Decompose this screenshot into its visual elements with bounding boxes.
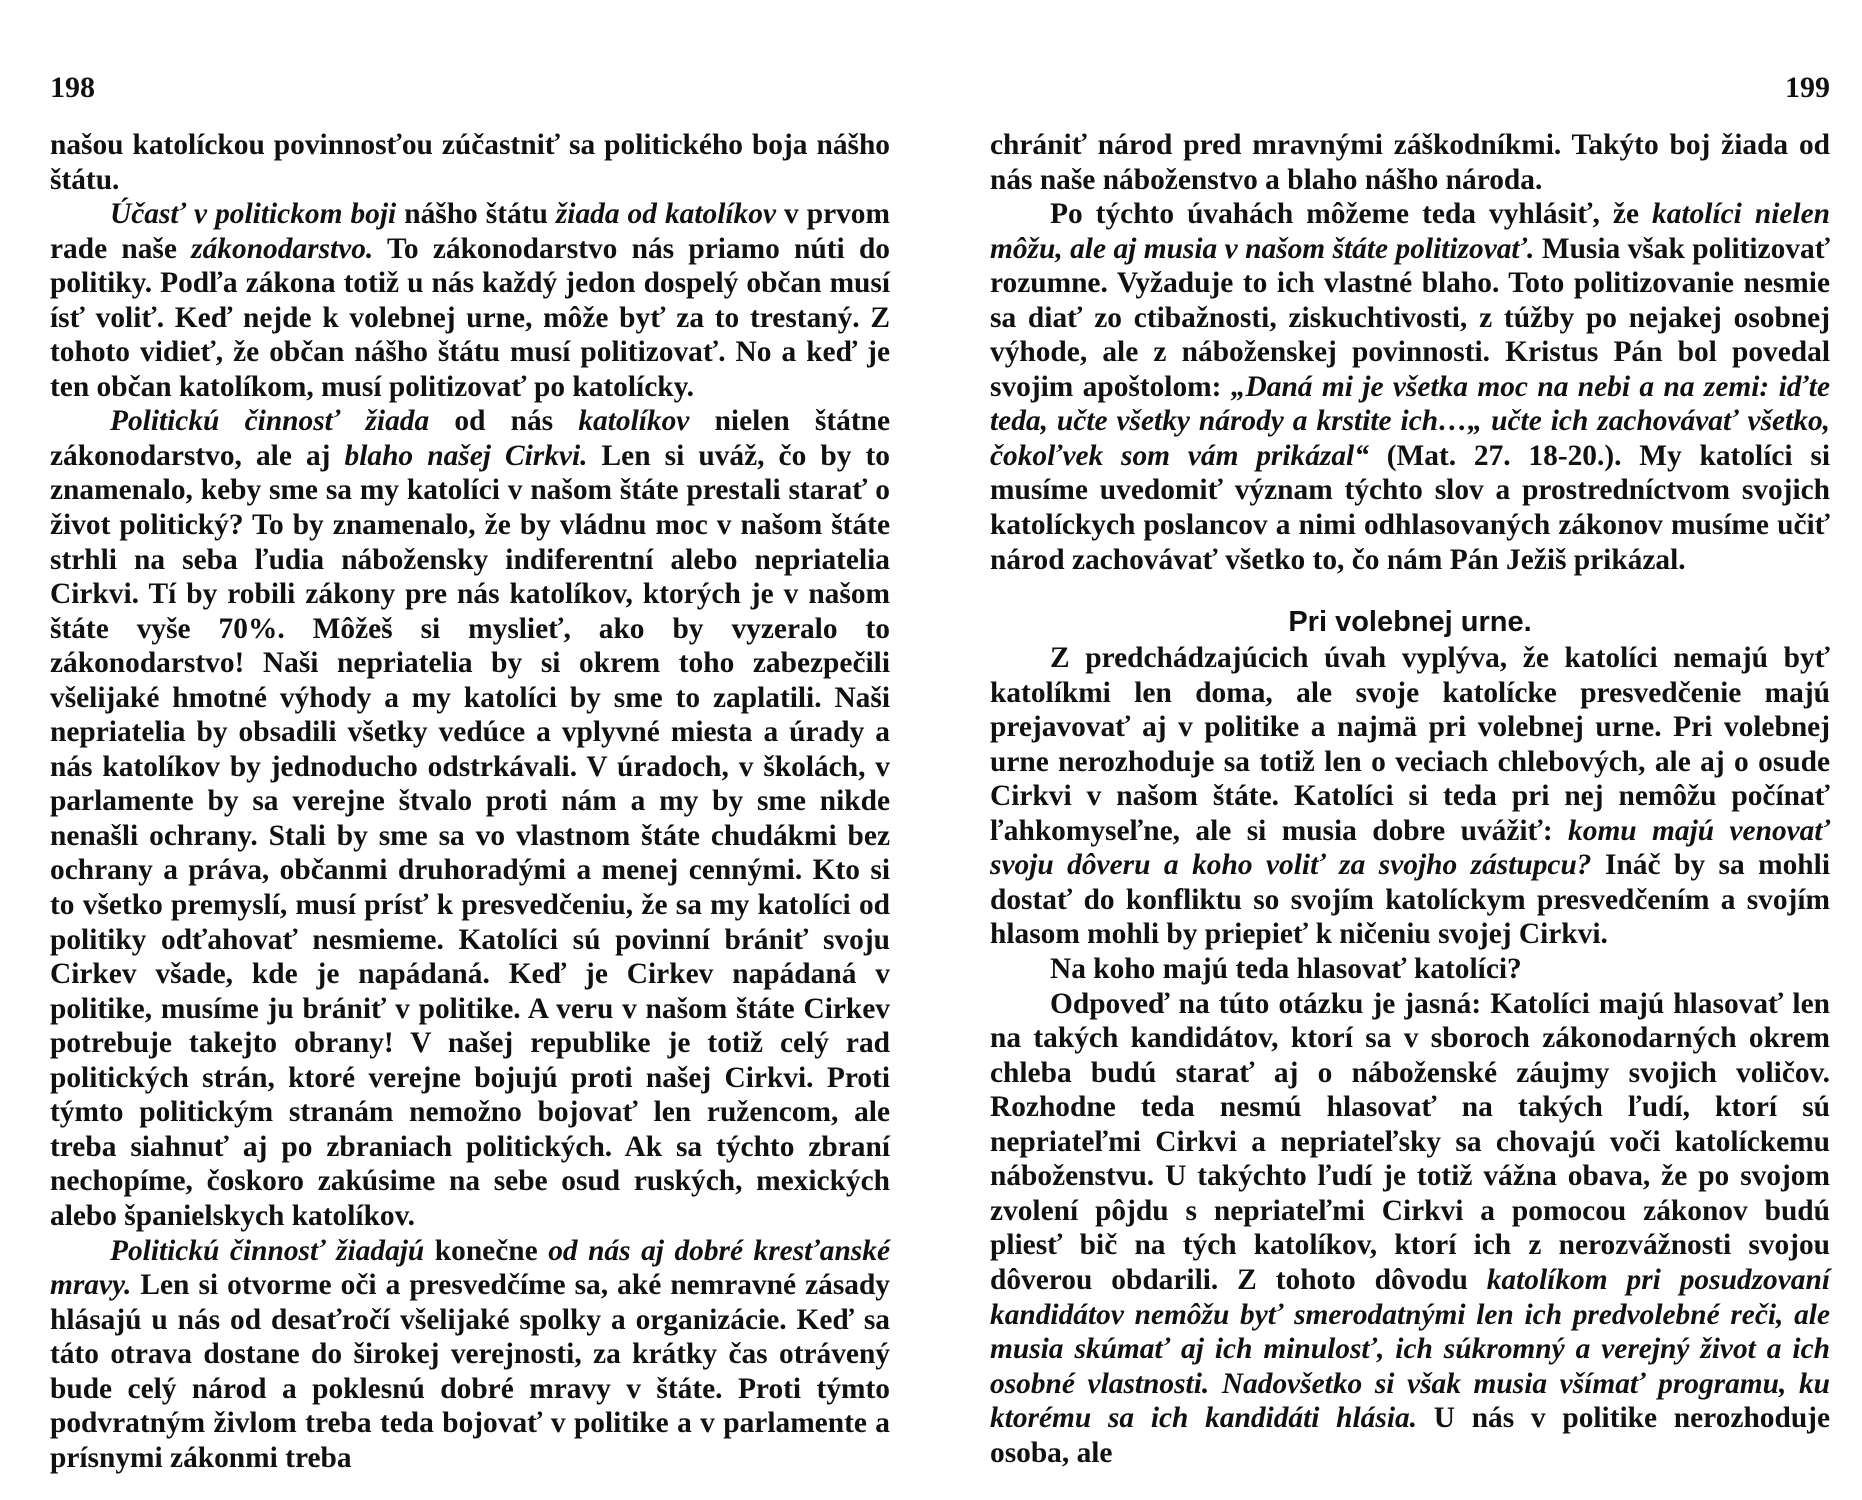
text-run: nielen štátne zákonodarstvo, ale aj [50,405,890,472]
paragraph [990,952,1830,987]
paragraph [990,987,1830,1471]
right-page [990,70,1830,1470]
text-run: konečne [424,1234,549,1267]
text-run: Musia však politizovať rozumne. Vyžaduje to ich vlastné blaho. Toto politizovanie nesmie sa diať zo ctibažnosti, ziskuchtivosti, z túžby po nejakej osobnej výhode, ale z náboženskej povinnosti. Kristus Pán bol povedal svojim apoštolom: [990,232,1831,403]
italic-text: Politickú činnosť žiadajú [110,1234,425,1267]
left-page [50,70,890,1475]
italic-text: katolíkov [578,405,690,438]
paragraph [990,641,1830,952]
section-heading: Pri volebnej urne. [1288,606,1532,639]
paragraph [50,1234,890,1476]
page-number-left: 198 [50,71,95,104]
text-run: Po týchto úvahách môžeme teda vyhlásiť, že [1050,198,1653,231]
right-page-text-after [990,641,1830,1470]
text-run: našou katolíckou povinnosťou zúčastniť sa politického boja nášho štátu. [50,129,890,196]
italic-text: od nás aj dobré kresťanské mravy. [50,1234,890,1302]
text-run: v prvom rade naše [50,198,890,265]
italic-text: žiada od katolíkov [555,198,776,231]
paragraph [50,404,890,1233]
text-run: chrániť národ pred mravnými záškodníkmi. Takýto boj žiada od nás naše náboženstvo a blaho nášho národa. [990,129,1830,196]
paragraph [990,128,1830,197]
text-run: od nás [429,405,579,438]
italic-text: zákonodarstvo. [191,232,374,265]
text-run: nášho štátu [396,198,556,231]
text-run: Len si otvorme oči a presvedčíme sa, aké nemravné zásady hlásajú u nás od desaťročí všelijaké spolky a organizácie. Keď sa táto otrava dostane do širokej verejnosti, za krátky čas otrávený bude celý národ a poklesnú dobré mravy v štáte. Proti týmto podvratným živlom treba teda bojovať v politike a v parlamente a prísnymi zákonmi treba [50,1269,890,1474]
italic-text: komu majú venovať svoju dôveru a koho voliť za svojho zástupcu? [990,814,1830,882]
text-run: U nás v politike nerozhoduje osoba, ale [990,1402,1831,1469]
text-run: Z predchádzajúcich úvah vyplýva, že katolíci nemajú byť katolíkmi len doma, ale svoje katolícke presvedčenie majú prejavovať aj v politike a najmä pri volebnej urne. Pri volebnej urne nerozhoduje sa totiž len o veciach chlebových, ale aj o osude Cirkvi v našom štáte. Katolíci si teda pri nej nemôžu počínať ľahkomyseľne, ale si musia dobre uvážiť: [990,642,1830,847]
text-run: To zákonodarstvo nás priamo núti do politiky. Podľa zákona totiž u nás každý jedon dospelý občan musí ísť voliť. Keď nejde k volebnej urne, môže byť za to trestaný. Z tohoto vidieť, že občan nášho štátu musí politizovať. No a keď je ten občan katolíkom, musí politizovať po katolícky. [50,232,890,403]
text-run: Len si uváž, čo by to znamenalo, keby sme sa my katolíci v našom štáte prestali starať o život politický? To by znamenalo, že by vládnu moc v našom štáte strhli na seba ľudia nábožensky indiferentní alebo nepriatelia Cirkvi. Tí by robili zákony pre nás katolíkov, ktorých je v našom štáte vyše 70%. Môžeš si myslieť, ako by vyzeralo to zákonodarstvo! Naši nepriatelia by si okrem toho zabezpečili všelijaké hmotné výhody a my katolíci by sme to zaplatili. Naši nepriatelia by obsadili všetky vedúce a vplyvné miesta a úrady a nás katolíkov by jednoducho odstrkávali. V úradoch, v školách, v parlamente by sa verejne štvalo proti nám a my by sme nikde nenašli ochrany. Stali by sme sa vo vlastnom štáte chudákmi bez ochrany a práva, občanmi druhoradými a menej cennými. Kto si to všetko premyslí, musí prísť k presvedčeniu, že sa my katolíci od politiky odťahovať nesmieme. Katolíci sú povinní brániť svoju Cirkev všade, kde je napádaná. Keď je Cirkev napádaná v politike, musíme ju brániť v politike. A veru v našom štáte Cirkev potrebuje takejto obrany! V našej republike je totiž celý rad politických strán, ktoré verejne bojujú proti našej Cirkvi. Proti týmto politickým stranám nemožno bojovať len ružencom, ale treba siahnuť aj po zbraniach politických. Ak sa týchto zbraní nechopíme, čoskoro zakúsime na sebe osud ruských, mexických alebo španielskych katolíkov. [50,439,890,1232]
italic-text: „Daná mi je všetka moc na nebi a na zemi: iďte teda, učte všetky národy a krstite ich…„ učte ich zachovávať všetko, čokoľvek som vám prikázal“ [990,370,1830,472]
text-run: Odpoveď na túto otázku je jasná: Katolíci majú hlasovať len na takých kandidátov, ktorí sa v sboroch zákonodarných okrem chleba budú starať aj o náboženské záujmy svojich voličov. Rozhodne teda nesmú hlasovať na takých ľudí, ktorí sú nepriateľmi Cirkvi a nepriateľsky sa chovajú voči katolíckemu náboženstvu. U takýchto ľudí je totiž vážna obava, že po svojom zvolení pôjdu s nepriateľmi Cirkvi a pomocou zákonov budú pliesť bič na tých katolíkov, ktorí ich z nerozvážnosti svojou dôverou obdarili. Z tohoto dôvodu [990,987,1830,1296]
text-run: (Mat. 27. 18-20.). My katolíci si musíme uvedomiť význam týchto slov a prostredníctvom svojich katolíckych poslancov a nimi odhlasovaných zákonov musíme učiť národ zachovávať všetko to, čo nám Pán Ježiš prikázal. [990,439,1830,576]
italic-text: Politickú činnosť žiada [110,405,430,438]
paragraph [990,197,1830,577]
italic-text: katolíkom pri posudzovaní kandidátov nemôžu byť smerodatnými len ich predvolebné reči, ale musia skúmať aj ich minulosť, ich súkromný a verejný život a ich osobné vlastnosti. Nadovšetko si však musia všímať programu, ku ktorému sa ich kandidáti hlásia. [990,1263,1830,1435]
italic-text: Účasť v politickom boji [110,198,397,231]
page-number-right: 199 [1785,71,1830,104]
italic-text: katolíci nielen môžu, ale aj musia v našom štáte politizovať. [990,198,1830,265]
paragraph [50,128,890,197]
italic-text: blaho našej Cirkvi. [344,439,588,472]
paragraph [50,197,890,404]
text-run: Na koho majú teda hlasovať katolíci? [1050,953,1522,986]
right-page-text-before [990,128,1830,577]
left-page-text [50,128,890,1475]
text-run: Ináč by sa mohli dostať do konfliktu so svojím katolíckym presvedčením a svojím hlasom mohli by priepieť k ničeniu svojej Cirkvi. [990,849,1830,951]
